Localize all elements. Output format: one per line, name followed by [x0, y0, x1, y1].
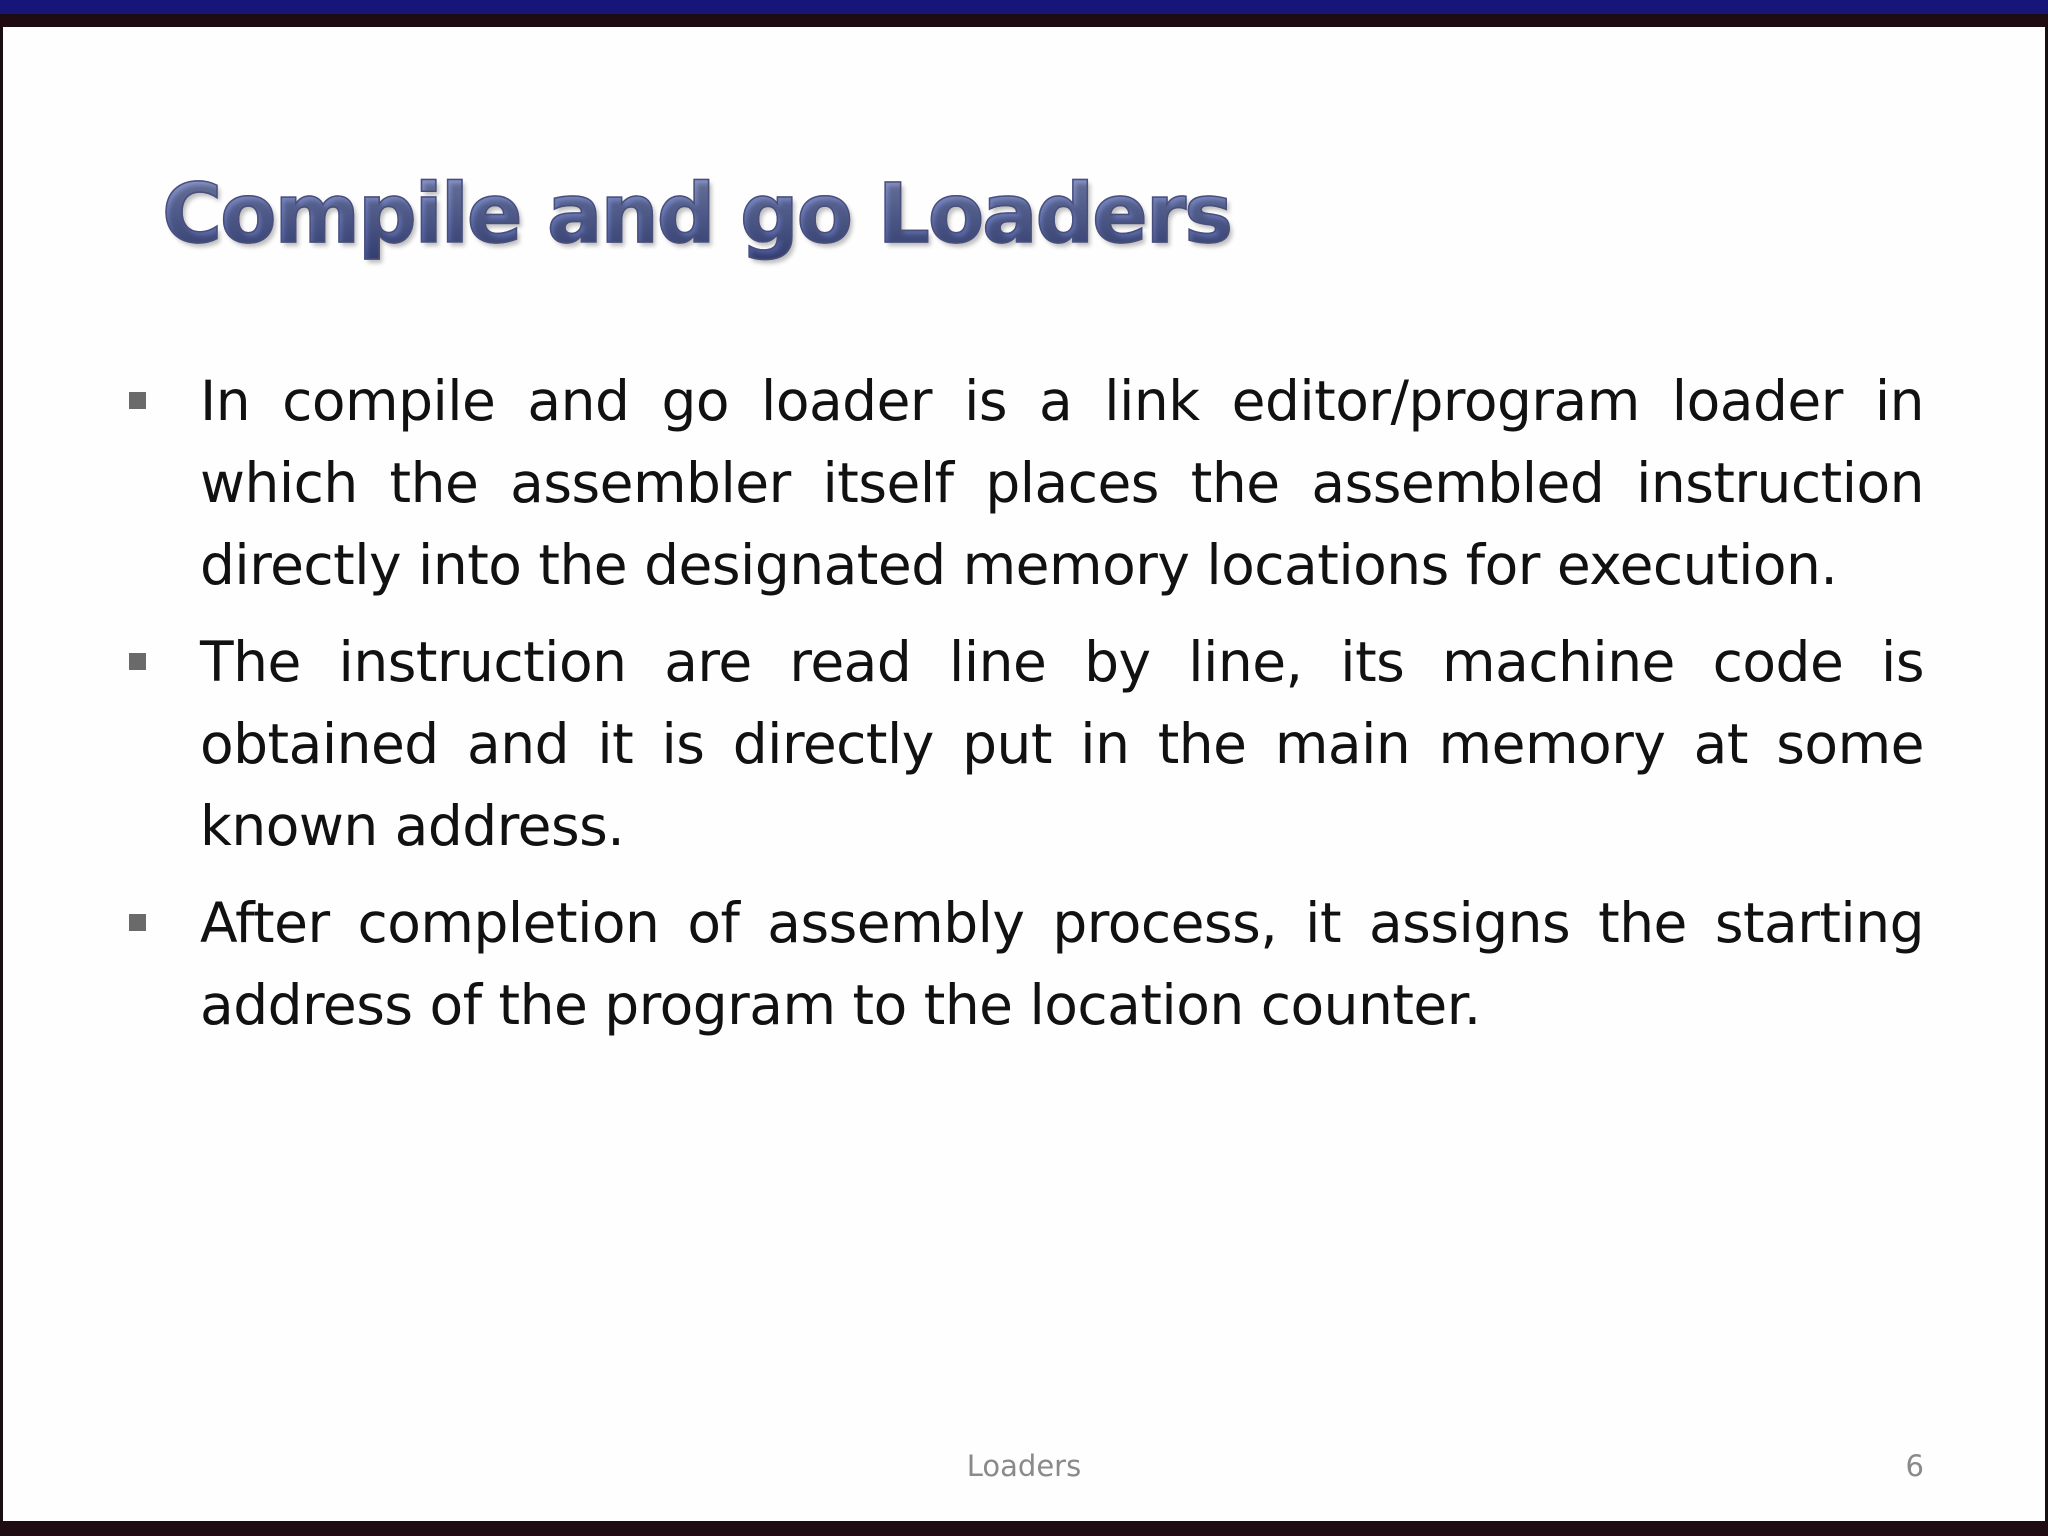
bottom-frame-band: [0, 1521, 2048, 1536]
footer-label: Loaders: [966, 1449, 1082, 1483]
top-accent-band: [0, 0, 2048, 14]
slide-title: Compile and go Loaders: [162, 160, 1231, 270]
square-bullet-icon: [129, 653, 146, 670]
square-bullet-icon: [129, 392, 146, 409]
bullet-text: After completion of assembly process, it assigns the starting address of the program to the location counter.: [200, 891, 1924, 1037]
bullet-item: [0, 621, 2048, 867]
bullet-item: [0, 360, 2048, 606]
square-bullet-icon: [129, 914, 146, 931]
top-frame-band: [0, 14, 2048, 27]
bullet-text: The instruction are read line by line, its machine code is obtained and it is directly put in the main memory at some known address.: [200, 630, 1924, 858]
bullet-list: [0, 360, 2048, 1061]
bullet-item: [0, 882, 2048, 1046]
bullet-text: In compile and go loader is a link editor/program loader in which the assembler itself places the assembled instruction directly into the designated memory locations for execution.: [200, 369, 1924, 597]
slide-number: 6: [1905, 1449, 1924, 1483]
